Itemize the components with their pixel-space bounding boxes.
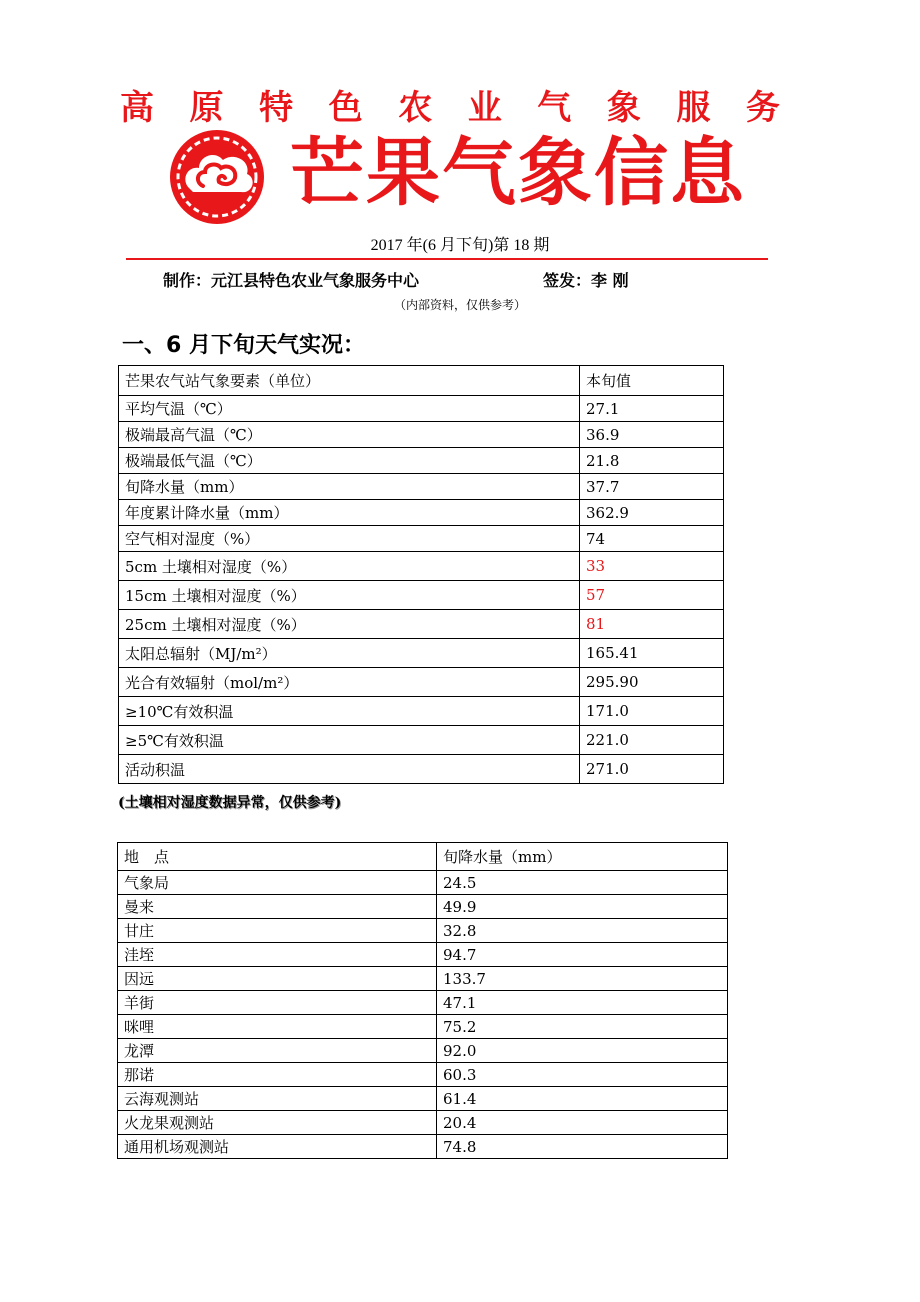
station-name: 通用机场观测站 <box>118 1135 437 1159</box>
station-name: 因远 <box>118 967 437 991</box>
precipitation-value: 32.8 <box>437 919 728 943</box>
table-row <box>119 610 724 639</box>
element-value: 74 <box>580 526 724 552</box>
section-title: 一、6 月下旬天气实况： <box>122 333 365 358</box>
table-row <box>119 697 724 726</box>
table-row <box>119 755 724 784</box>
precipitation-value: 133.7 <box>437 967 728 991</box>
table-row <box>118 943 728 967</box>
precipitation-value: 24.5 <box>437 871 728 895</box>
signer-line: 签发：李 刚 <box>543 271 629 290</box>
station-name: 龙潭 <box>118 1039 437 1063</box>
producer-line: 制作：元江县特色农业气象服务中心 <box>163 271 420 290</box>
element-label: 25cm 土壤相对湿度（%） <box>119 610 580 639</box>
table-row <box>118 1039 728 1063</box>
table-header-row <box>118 843 728 871</box>
element-label: 年度累计降水量（mm） <box>119 500 580 526</box>
element-label: 太阳总辐射（MJ/m²） <box>119 639 580 668</box>
station-name: 曼来 <box>118 895 437 919</box>
service-title-char: 业 <box>467 88 502 128</box>
table-row <box>119 500 724 526</box>
element-value: 33 <box>580 552 724 581</box>
element-value: 37.7 <box>580 474 724 500</box>
station-name: 洼垤 <box>118 943 437 967</box>
precipitation-value: 49.9 <box>437 895 728 919</box>
weather-elements-table <box>118 365 724 784</box>
element-value: 81 <box>580 610 724 639</box>
table-row <box>119 474 724 500</box>
station-name: 那诺 <box>118 1063 437 1087</box>
column-header: 地 点 <box>118 843 437 871</box>
service-title-char: 特 <box>259 88 294 128</box>
table-row <box>118 1063 728 1087</box>
precipitation-value: 20.4 <box>437 1111 728 1135</box>
element-label: ≥10℃有效积温 <box>119 697 580 726</box>
service-title-char: 象 <box>606 88 641 128</box>
internal-note: （内部资料，仅供参考） <box>393 298 526 312</box>
element-label: 旬降水量（mm） <box>119 474 580 500</box>
station-name: 云海观测站 <box>118 1087 437 1111</box>
element-label: 空气相对湿度（%） <box>119 526 580 552</box>
red-cloud-emblem-icon <box>163 128 271 226</box>
service-title-char: 色 <box>328 88 363 128</box>
table-header-row <box>119 366 724 396</box>
precipitation-value: 60.3 <box>437 1063 728 1087</box>
element-label: 平均气温（℃） <box>119 396 580 422</box>
brand-title: 芒果气象信息 <box>290 130 746 216</box>
column-header: 旬降水量（mm） <box>437 843 728 871</box>
precipitation-value: 92.0 <box>437 1039 728 1063</box>
element-value: 165.41 <box>580 639 724 668</box>
element-label: 15cm 土壤相对湿度（%） <box>119 581 580 610</box>
element-value: 27.1 <box>580 396 724 422</box>
table-row <box>118 1111 728 1135</box>
element-label: 极端最低气温（℃） <box>119 448 580 474</box>
service-title-char: 气 <box>537 88 572 128</box>
precipitation-value: 47.1 <box>437 991 728 1015</box>
table-row <box>118 895 728 919</box>
table-row <box>119 552 724 581</box>
service-title-char: 高 <box>120 88 154 128</box>
element-value: 21.8 <box>580 448 724 474</box>
element-value: 171.0 <box>580 697 724 726</box>
table-row <box>118 871 728 895</box>
service-title-char: 农 <box>398 88 433 128</box>
table-row <box>119 526 724 552</box>
element-label: 5cm 土壤相对湿度（%） <box>119 552 580 581</box>
element-label: ≥5℃有效积温 <box>119 726 580 755</box>
table-row <box>118 919 728 943</box>
service-title <box>120 80 780 129</box>
table-row <box>118 1087 728 1111</box>
table-row <box>119 581 724 610</box>
soil-data-note: (土壤相对湿度数据异常，仅供参考) <box>118 795 342 811</box>
table-row <box>119 668 724 697</box>
station-name: 羊街 <box>118 991 437 1015</box>
header-divider <box>126 258 768 260</box>
precipitation-value: 74.8 <box>437 1135 728 1159</box>
column-header: 芒果农气站气象要素（单位） <box>119 366 580 396</box>
precipitation-table <box>117 842 728 1159</box>
table-row <box>118 1015 728 1039</box>
table-row <box>118 967 728 991</box>
station-name: 咪哩 <box>118 1015 437 1039</box>
element-value: 221.0 <box>580 726 724 755</box>
element-value: 57 <box>580 581 724 610</box>
table-row <box>118 991 728 1015</box>
precipitation-value: 94.7 <box>437 943 728 967</box>
element-value: 295.90 <box>580 668 724 697</box>
table-row <box>119 396 724 422</box>
table-row <box>119 422 724 448</box>
table-row <box>119 639 724 668</box>
service-title-char: 务 <box>745 88 780 128</box>
element-value: 36.9 <box>580 422 724 448</box>
precipitation-value: 75.2 <box>437 1015 728 1039</box>
station-name: 火龙果观测站 <box>118 1111 437 1135</box>
table-row <box>118 1135 728 1159</box>
precipitation-value: 61.4 <box>437 1087 728 1111</box>
station-name: 气象局 <box>118 871 437 895</box>
issue-number: 2017 年(6 月下旬)第 18 期 <box>370 237 550 254</box>
column-header: 本旬值 <box>580 366 724 396</box>
element-label: 活动积温 <box>119 755 580 784</box>
element-value: 271.0 <box>580 755 724 784</box>
table-row <box>119 448 724 474</box>
service-title-char: 服 <box>676 88 711 128</box>
element-label: 光合有效辐射（mol/m²） <box>119 668 580 697</box>
service-title-char: 原 <box>189 88 224 128</box>
station-name: 甘庄 <box>118 919 437 943</box>
element-label: 极端最高气温（℃） <box>119 422 580 448</box>
table-row <box>119 726 724 755</box>
element-value: 362.9 <box>580 500 724 526</box>
